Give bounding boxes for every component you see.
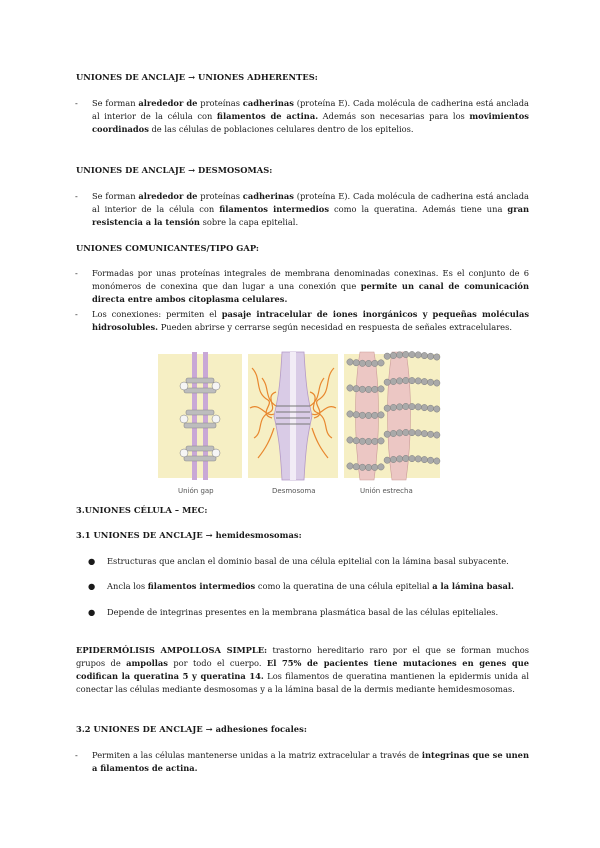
bead	[415, 456, 421, 462]
bead	[421, 378, 427, 384]
list-item: ● Ancla los filamentos intermedios como la queratina de una célula epitelial a la lámina basal.	[88, 581, 514, 591]
bead	[427, 405, 433, 411]
bead	[390, 404, 396, 410]
bead	[347, 463, 353, 469]
bead	[396, 456, 402, 462]
bead	[378, 360, 384, 366]
dash-bullet: -	[75, 309, 78, 319]
bead	[434, 432, 440, 438]
bead	[409, 351, 415, 357]
bead	[403, 429, 409, 435]
bead	[347, 437, 353, 443]
heading-uniones-gap: UNIONES COMUNICANTES/TIPO GAP:	[76, 243, 260, 253]
bead	[347, 359, 353, 365]
bead	[415, 430, 421, 436]
bead	[427, 353, 433, 359]
bead	[434, 354, 440, 360]
bead	[403, 351, 409, 357]
tight-junction-illustration	[344, 351, 440, 495]
bead	[434, 458, 440, 464]
bead	[384, 405, 390, 411]
bead	[353, 464, 359, 470]
list-item: - Se forman alrededor de proteínas cadherinas (proteína E). Cada molécula de cadherina está anclada al interior de la célula con filamentos de actina. Además son necesarias para los movimientos coordinados de las células de poblaciones celulares dentro de los epitelios.	[75, 98, 530, 134]
list-item: ● Depende de integrinas presentes en la membrana plasmática basal de las células epiteliales.	[88, 607, 499, 617]
caption-union-estrecha: Unión estrecha	[360, 487, 413, 495]
desmosome-illustration	[248, 352, 338, 495]
bead	[415, 352, 421, 358]
bead	[396, 378, 402, 384]
bead	[384, 353, 390, 359]
bead	[421, 352, 427, 358]
list-item: - Los conexiones: permiten el pasaje intracelular de iones inorgánicos y pequeñas moléculas hidrosolubles. Pueden abrirse y cerrarse según necesidad en respuesta de señales extracelulares.	[75, 309, 530, 332]
dot-bullet: ●	[88, 607, 96, 617]
bead	[415, 404, 421, 410]
bead	[427, 457, 433, 463]
bead	[372, 386, 378, 392]
bead	[390, 378, 396, 384]
bead	[403, 455, 409, 461]
bead	[415, 378, 421, 384]
bead	[365, 386, 371, 392]
bead	[372, 438, 378, 444]
bead	[359, 386, 365, 392]
list-item: ● Estructuras que anclan el dominio basal de una célula epitelial con la lámina basal subyacente.	[88, 556, 509, 566]
bead	[434, 406, 440, 412]
list-item: - Se forman alrededor de proteínas cadherinas (proteína E). Cada molécula de cadherina está anclada al interior de la célula con filamentos intermedios como la queratina. Además tiene una gran resistencia a la tensión sobre la capa epitelial.	[75, 191, 530, 227]
bead	[359, 438, 365, 444]
bead	[347, 411, 353, 417]
heading-hemidesmosomas: 3.1 UNIONES DE ANCLAJE → hemidesmosomas:	[76, 530, 302, 540]
bead	[390, 430, 396, 436]
dot-bullet: ●	[88, 556, 96, 566]
bead	[372, 360, 378, 366]
bead	[359, 360, 365, 366]
bead	[353, 386, 359, 392]
bead	[421, 404, 427, 410]
bead	[390, 352, 396, 358]
bead	[365, 464, 371, 470]
bead	[403, 403, 409, 409]
bead	[421, 456, 427, 462]
bead	[365, 412, 371, 418]
bead	[378, 412, 384, 418]
bead	[434, 380, 440, 386]
bead	[409, 455, 415, 461]
heading-uniones-adherentes: UNIONES DE ANCLAJE → UNIONES ADHERENTES:	[76, 72, 318, 82]
bead	[384, 379, 390, 385]
bead	[396, 430, 402, 436]
dash-bullet: -	[75, 98, 78, 108]
dot-bullet: ●	[88, 581, 96, 591]
bead	[365, 360, 371, 366]
bead	[372, 464, 378, 470]
bead	[396, 404, 402, 410]
bead	[365, 438, 371, 444]
bead	[421, 430, 427, 436]
bead	[384, 457, 390, 463]
list-item: - Formadas por unas proteínas integrales de membrana denominadas conexinas. Es el conjunto de 6 monómeros de conexina que dan lugar a una conexión que permite un canal de comunicación directa entre ambos citoplasma celulares.	[75, 268, 529, 304]
bead	[396, 352, 402, 358]
epidermolisis-paragraph: EPIDERMÓLISIS AMPOLLOSA SIMPLE: trastorno hereditario raro por el que se forman muchos grupos de ampollas por todo el cuerpo. El 75% de pacientes tiene mutaciones en genes que codifican la queratina 5 y queratina 14. Los filamentos de queratina mantienen la epidermis unida al conectar las células mediante desmosomas y a la lámina basal de la dermis mediante hemidesmosomas.	[76, 645, 530, 694]
bead	[409, 403, 415, 409]
heading-adhesiones-focales: 3.2 UNIONES DE ANCLAJE → adhesiones focales:	[76, 724, 307, 734]
caption-desmosoma: Desmosoma	[272, 487, 316, 495]
dash-bullet: -	[75, 268, 78, 278]
bead	[359, 412, 365, 418]
bead	[347, 385, 353, 391]
dash-bullet: -	[75, 191, 78, 201]
dash-bullet: -	[75, 750, 78, 760]
cell-junctions-figure	[154, 348, 444, 498]
heading-uniones-celula-mec: 3.UNIONES CÉLULA – MEC:	[76, 505, 208, 515]
bead	[378, 386, 384, 392]
bead	[390, 456, 396, 462]
list-item: - Permiten a las células mantenerse unidas a la matriz extracelular a través de integrinas que se unen a filamentos de actina.	[75, 750, 529, 773]
bead	[378, 438, 384, 444]
bead	[353, 412, 359, 418]
bead	[403, 377, 409, 383]
bead	[378, 464, 384, 470]
caption-gap: Unión gap	[178, 487, 214, 495]
bead	[372, 412, 378, 418]
bead	[353, 360, 359, 366]
bead	[427, 431, 433, 437]
bead	[427, 379, 433, 385]
heading-desmosomas: UNIONES DE ANCLAJE → DESMOSOMAS:	[76, 165, 273, 175]
bead	[384, 431, 390, 437]
bead	[409, 429, 415, 435]
gap-junction-illustration	[158, 352, 242, 495]
bead	[353, 438, 359, 444]
bead	[359, 464, 365, 470]
bead	[409, 377, 415, 383]
